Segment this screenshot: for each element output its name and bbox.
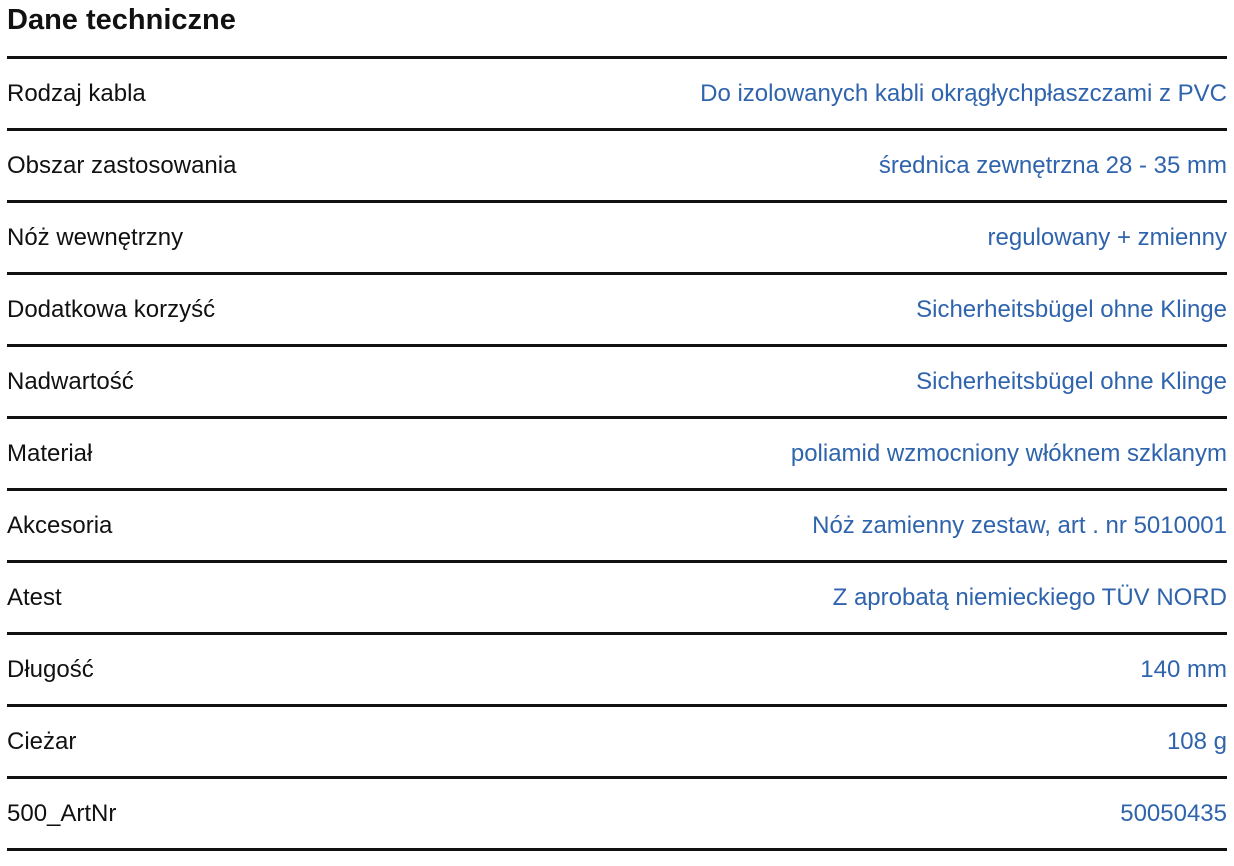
spec-value: 140 mm [1140, 655, 1227, 683]
spec-row [7, 347, 1227, 419]
spec-value: 108 g [1166, 727, 1227, 755]
spec-value: Sicherheitsbügel ohne Klinge [916, 367, 1227, 395]
spec-label: Długość [7, 655, 94, 683]
spec-label: Nadwartość [7, 367, 134, 395]
spec-label: Dodatkowa korzyść [7, 295, 216, 323]
spec-table [7, 59, 1227, 851]
spec-row [7, 59, 1227, 131]
spec-value: Do izolowanych kabli okrągłychpłaszczami z PVC [700, 79, 1227, 107]
spec-value: 50050435 [1120, 799, 1227, 827]
technical-data-section [7, 0, 1227, 851]
spec-label: Materiał [7, 439, 93, 467]
spec-label: 500_ArtNr [7, 799, 117, 827]
spec-label: Rodzaj kabla [7, 79, 146, 107]
spec-row [7, 635, 1227, 707]
spec-row [7, 131, 1227, 203]
spec-row [7, 491, 1227, 563]
spec-row [7, 419, 1227, 491]
spec-row [7, 203, 1227, 275]
spec-label: Nóż wewnętrzny [7, 223, 184, 251]
spec-value: regulowany + zmienny [987, 223, 1227, 251]
spec-row [7, 707, 1227, 779]
section-title: Dane techniczne [7, 4, 236, 36]
spec-value: Nóż zamienny zestaw, art . nr 5010001 [812, 511, 1227, 539]
spec-label: Cieżar [7, 727, 77, 755]
spec-label: Akcesoria [7, 511, 113, 539]
spec-value: Z aprobatą niemieckiego TÜV NORD [832, 583, 1227, 611]
spec-label: Obszar zastosowania [7, 151, 237, 179]
spec-value: Sicherheitsbügel ohne Klinge [916, 295, 1227, 323]
spec-value: poliamid wzmocniony włóknem szklanym [790, 439, 1227, 467]
spec-row [7, 563, 1227, 635]
spec-label: Atest [7, 583, 62, 611]
spec-row [7, 275, 1227, 347]
spec-value: średnica zewnętrzna 28 - 35 mm [878, 151, 1227, 179]
spec-row [7, 779, 1227, 851]
